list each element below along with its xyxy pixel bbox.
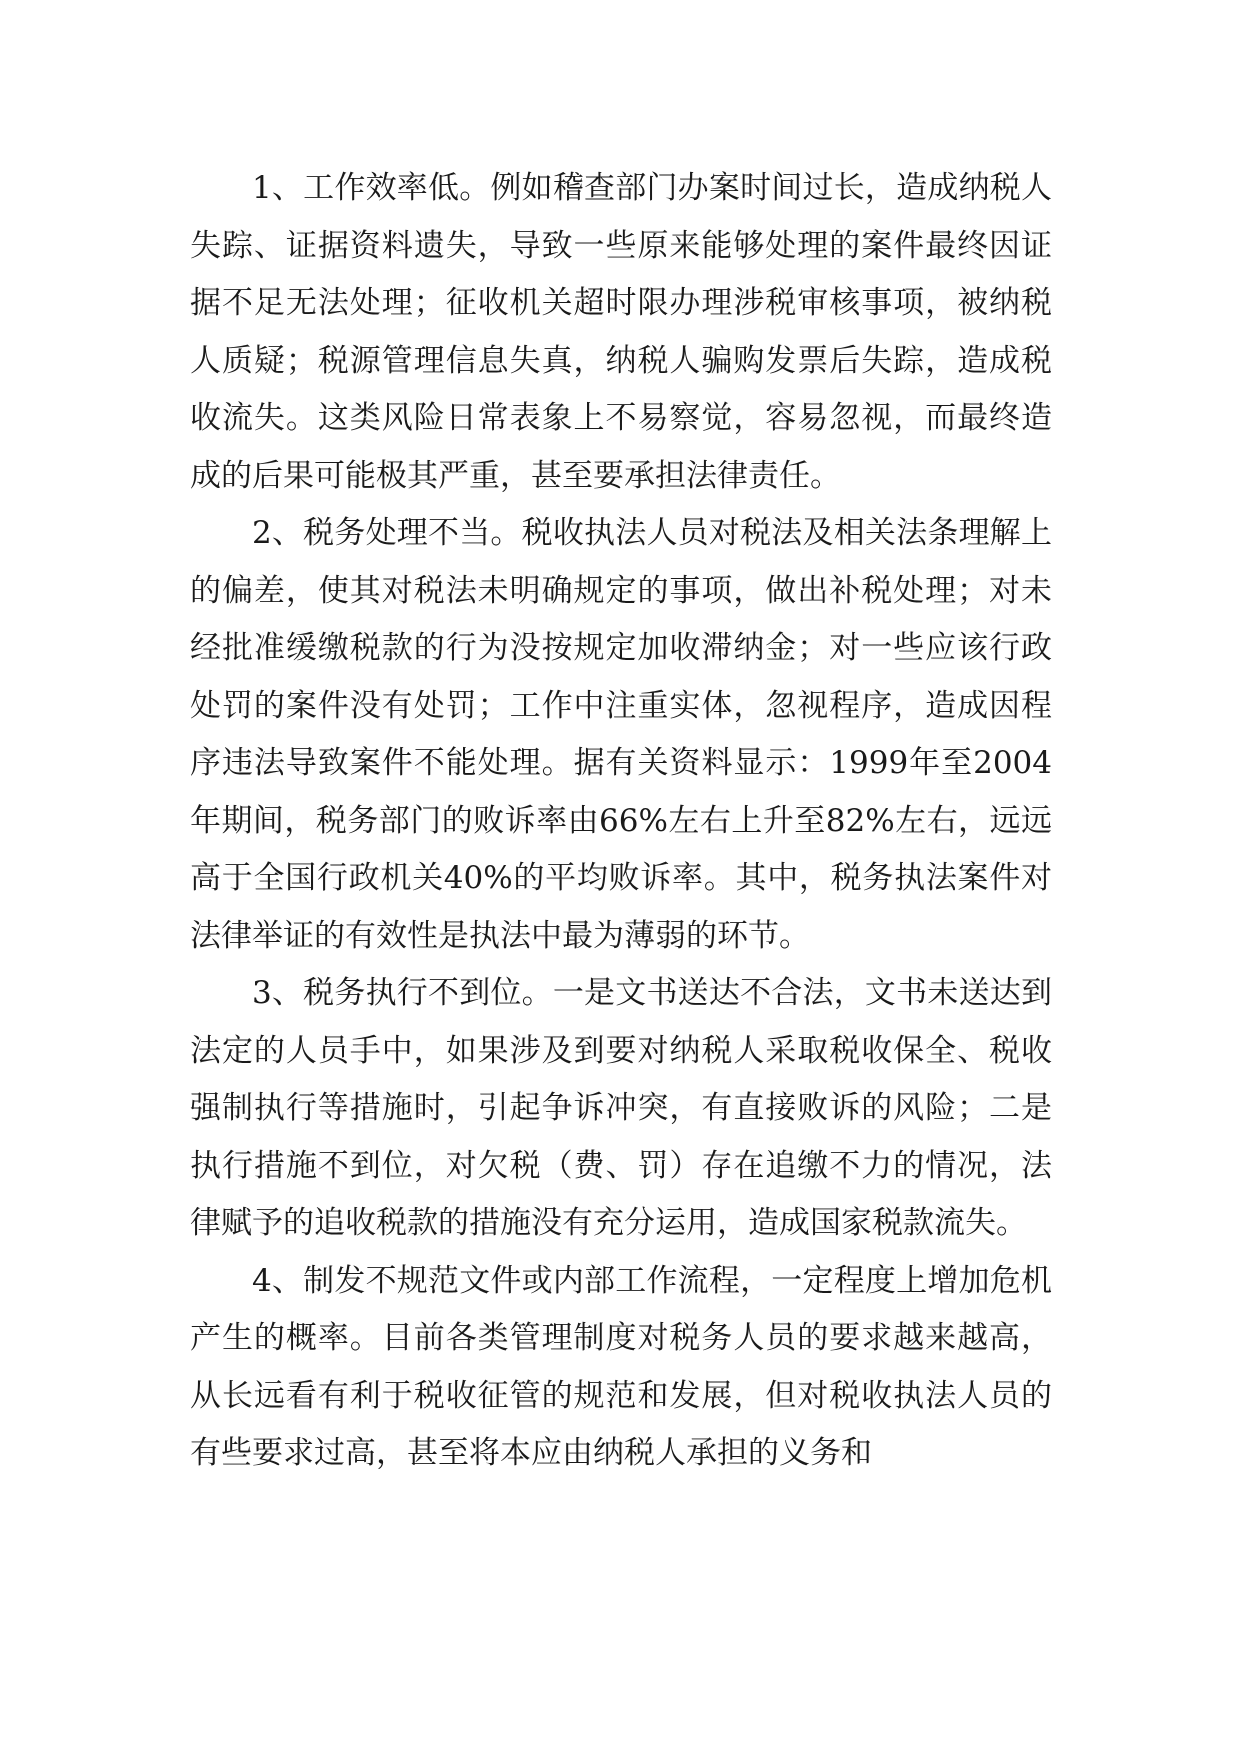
paragraph-nonstandard-documents: 4、制发不规范文件或内部工作流程，一定程度上增加危机产生的概率。目前各类管理制度对税务人员的要求越来越高，从长远看有利于税收征管的规范和发展，但对税收执法人员的有些要求过高，甚至将本应由纳税人承担的义务和	[190, 1262, 1052, 1471]
paragraph-tax-handling: 2、税务处理不当。税收执法人员对税法及相关法条理解上的偏差，使其对税法未明确规定的事项，做出补税处理；对未经批准缓缴税款的行为没按规定加收滞纳金；对一些应该行政处罚的案件没有处罚；工作中注重实体，忽视程序，造成因程序违法导致案件不能处理。据有关资料显示：1999年至2004年期间，税务部门的败诉率由66%左右上升至82%左右，远远高于全国行政机关40%的平均败诉率。其中，税务执法案件对法律举证的有效性是执法中最为薄弱的环节。	[190, 515, 1052, 954]
paragraph-tax-enforcement: 3、税务执行不到位。一是文书送达不合法，文书未送达到法定的人员手中，如果涉及到要对纳税人采取税收保全、税收强制执行等措施时，引起争诉冲突，有直接败诉的风险；二是执行措施不到位，对欠税（费、罚）存在追缴不力的情况，法律赋予的追收税款的措施没有充分运用，造成国家税款流失。	[190, 975, 1052, 1241]
paragraph-work-efficiency: 1、工作效率低。例如稽查部门办案时间过长，造成纳税人失踪、证据资料遗失，导致一些原来能够处理的案件最终因证据不足无法处理；征收机关超时限办理涉税审核事项，被纳税人质疑；税源管理信息失真，纳税人骗购发票后失踪，造成税收流失。这类风险日常表象上不易察觉，容易忽视，而最终造成的后果可能极其严重，甚至要承担法律责任。	[190, 170, 1052, 494]
document-body	[190, 160, 1052, 1483]
